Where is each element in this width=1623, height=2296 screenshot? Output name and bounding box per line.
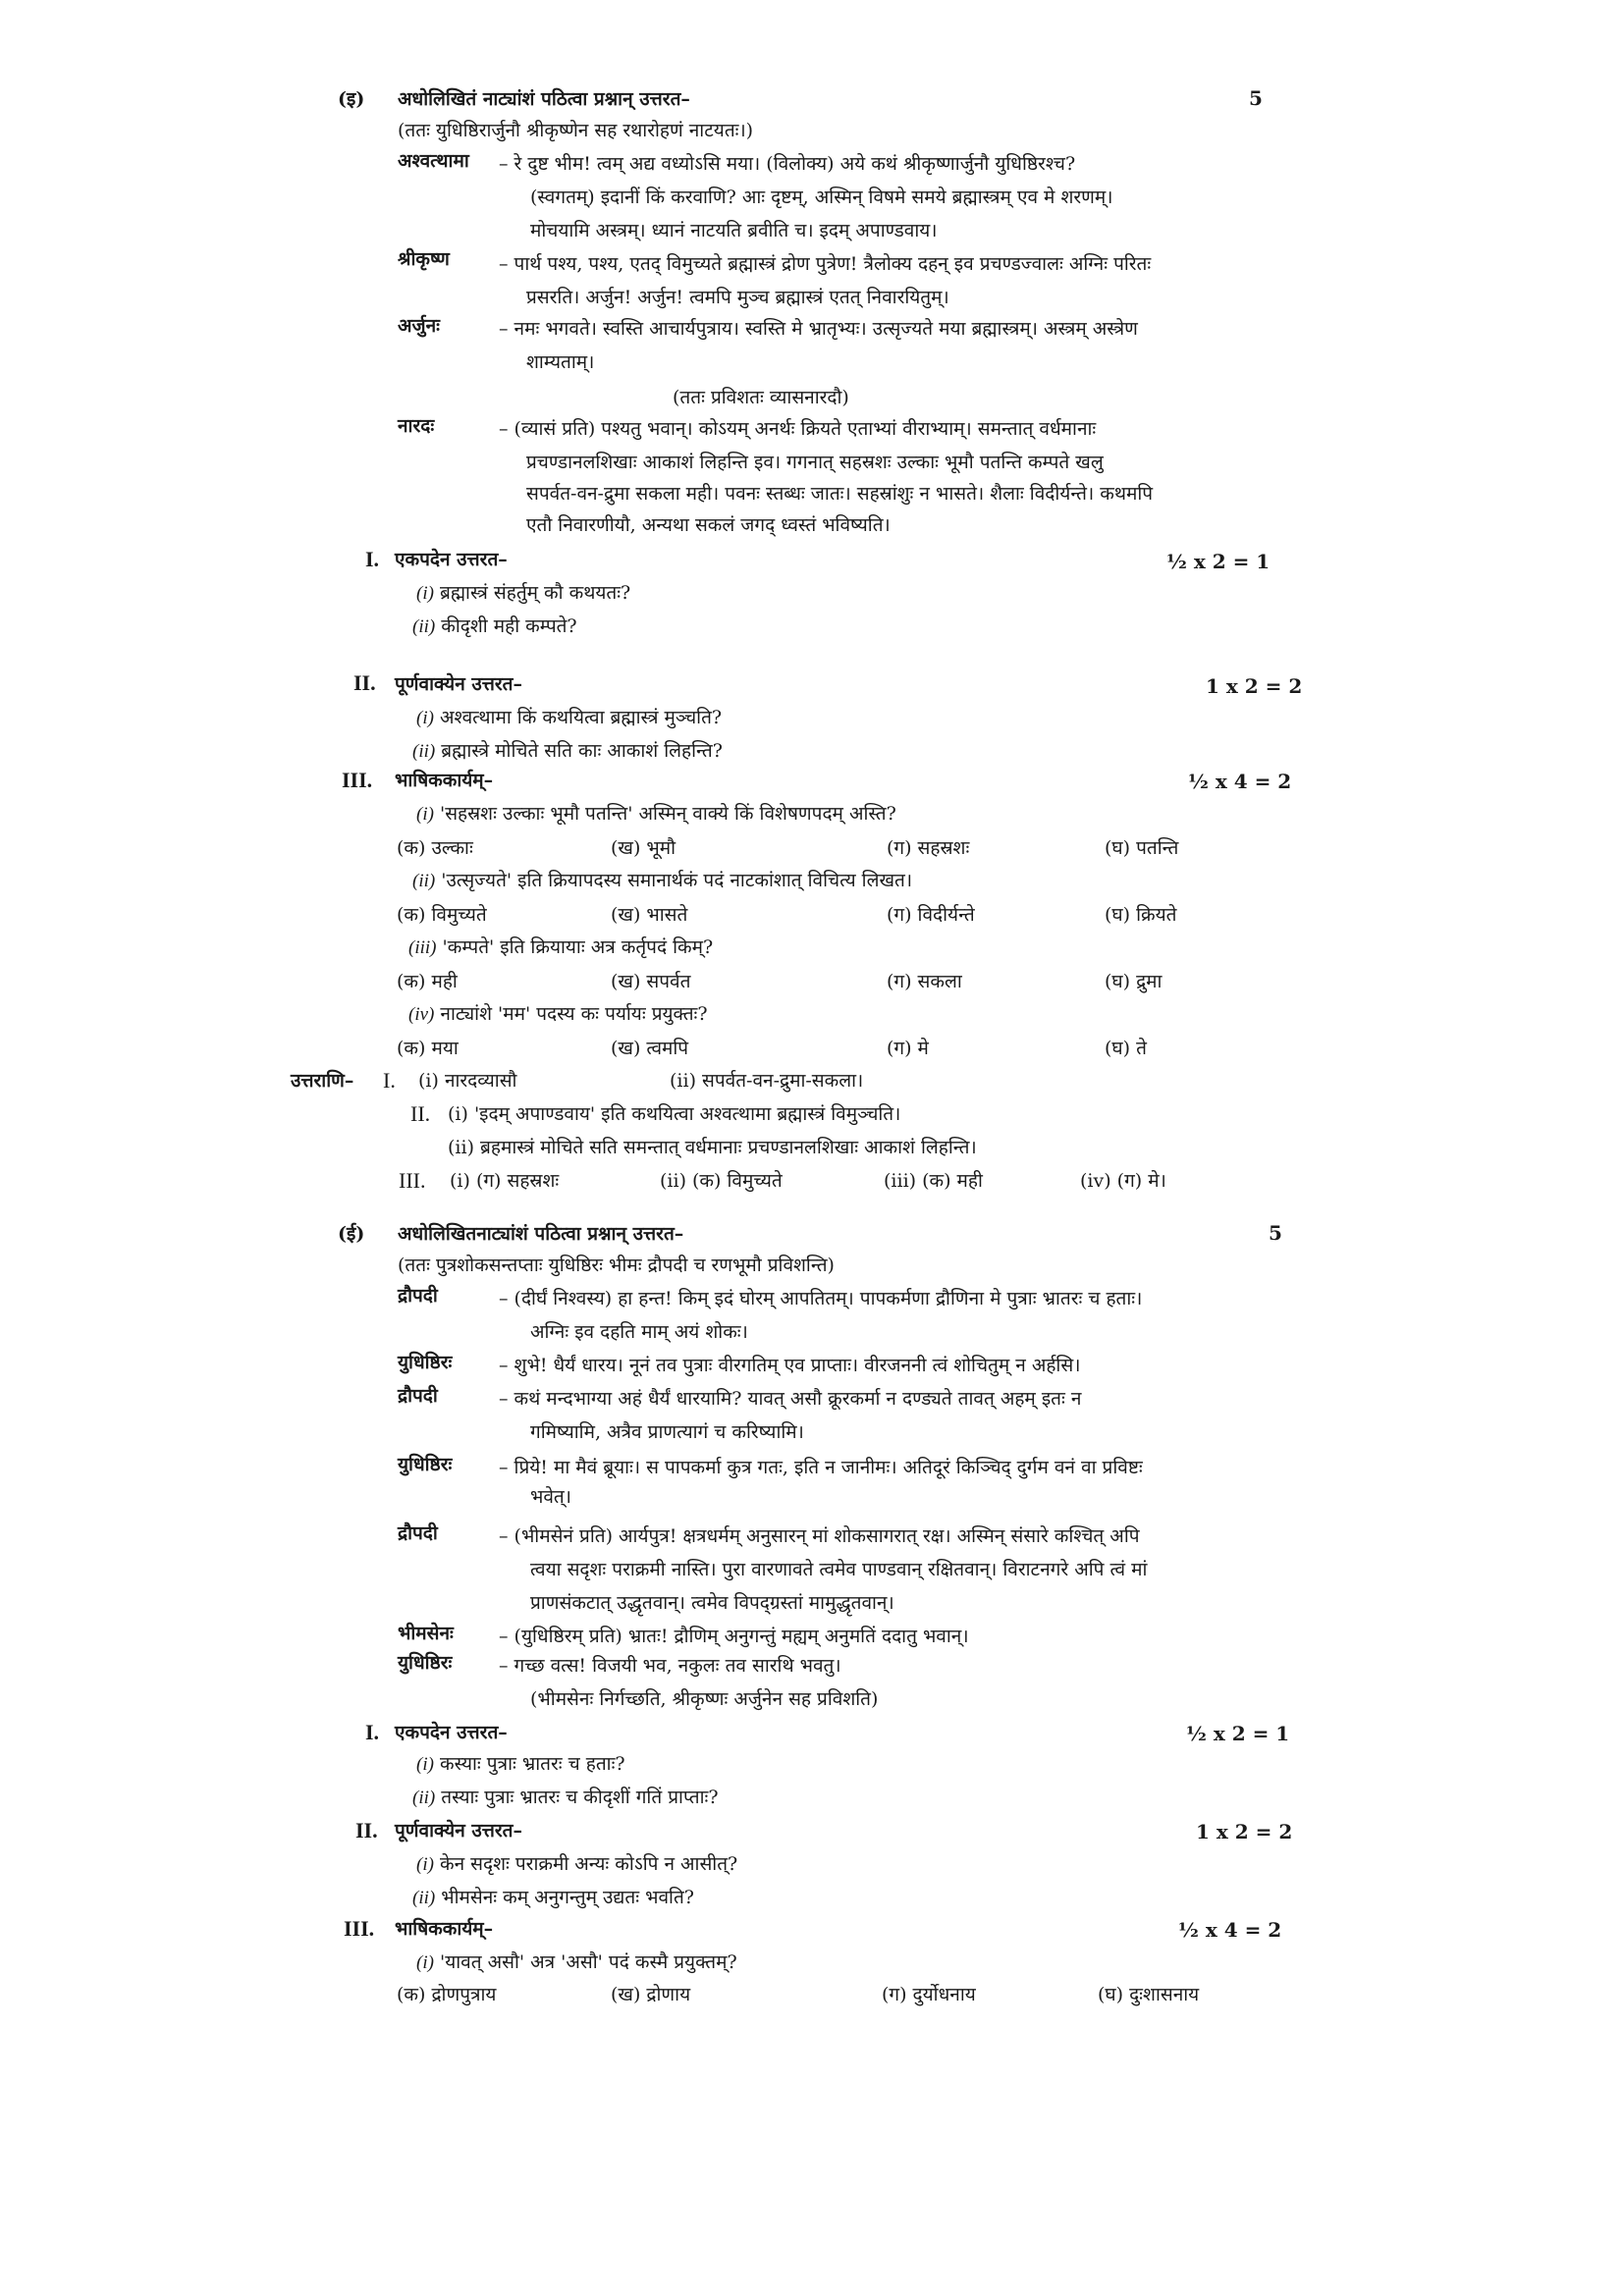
dialogue-line: – (युधिष्ठिरम् प्रति) भ्रातः! द्रौणिम् अनुगन्तुं मह्यम् अनुमतिं ददातु भवान्। — [499, 1626, 969, 1647]
sub-question-text: 'कम्पते' इति क्रियायाः अत्र कर्तृपदं किम्? — [442, 936, 714, 958]
dialogue-line: मोचयामि अस्त्रम्। ध्यानं नाटयति ब्रवीति च। इदम् अपाण्डवाय। — [530, 220, 938, 241]
dialogue-line: – (दीर्घं निश्वस्य) हा हन्त! किम् इदं घोरम् आपतितम्। पापकर्मणा द्रौणिना मे पुत्राः भ्रातरः च हताः। — [499, 1288, 1143, 1309]
question-title: भाषिककार्यम्– — [395, 1918, 494, 1940]
speaker-name: अर्जुनः — [398, 315, 440, 337]
dialogue-line: प्रसरति। अर्जुन! अर्जुन! त्वमपि मुञ्च ब्रह्मास्त्रं एतत् निवारयितुम्। — [526, 287, 949, 308]
answer-number: III. — [399, 1168, 426, 1193]
speaker-name: युधिष्ठिरः — [398, 1652, 453, 1674]
sub-question-number: (iii) — [408, 937, 437, 958]
answer-text: (ii) ब्रहमास्त्रं मोचिते सति समन्तात् वर्धमानाः प्रचण्डानलशिखाः आकाशं लिहन्ति। — [448, 1137, 977, 1158]
dialogue-line: शाम्यताम्। — [526, 351, 595, 373]
sub-question-number: (ii) — [412, 741, 436, 762]
question-marks: ½ x 2 = 1 — [1166, 550, 1271, 573]
option-ga: (ग) मे — [887, 1038, 929, 1059]
question-number: I. — [365, 547, 380, 571]
section-ee-heading: अधोलिखितनाट्यांशं पठित्वा प्रश्नान् उत्तरत– — [398, 1223, 684, 1245]
sub-question-text: 'सहस्रशः उल्काः भूमौ पतन्ति' अस्मिन् वाक्ये किं विशेषणपदम् अस्ति? — [439, 803, 896, 825]
question-title: पूर्णवाक्येन उत्तरत– — [395, 673, 523, 695]
question-number: II. — [353, 670, 376, 695]
sub-question — [412, 1781, 719, 1815]
answer-text: (i) नारदव्यासौ — [418, 1070, 517, 1092]
option-kha: (ख) भासते — [611, 904, 688, 926]
question-number: III. — [344, 1916, 375, 1941]
sub-question-number: (iv) — [408, 1004, 435, 1025]
sub-question-text: ब्रह्मास्त्रे मोचिते सति काः आकाशं लिहन्ति? — [441, 740, 723, 762]
dialogue-line: – गच्छ वत्स! विजयी भव, नकुलः तव सारथि भवतु। — [499, 1655, 841, 1677]
option-gha: (घ) क्रियते — [1105, 904, 1177, 926]
sub-question — [416, 576, 630, 611]
sub-question — [412, 864, 912, 898]
sub-question-number: (i) — [416, 708, 434, 728]
answer-text: (iii) (क) मही — [884, 1170, 983, 1192]
speaker-name: श्रीकृष्ण — [398, 248, 450, 270]
sub-question-text: केन सदृशः पराक्रमी अन्यः कोऽपि न आसीत्? — [439, 1853, 738, 1875]
section-e-heading: अधोलिखितं नाट्यांशं पठित्वा प्रश्नान् उत्तरत– — [398, 88, 690, 110]
dialogue-line: सपर्वत-वन-द्रुमा सकला मही। पवनः स्तब्धः जातः। सहस्रांशुः न भासते। शैलाः विदीर्यन्ते। कथमपि — [526, 483, 1154, 505]
stage-direction: (ततः पुत्रशोकसन्तप्ताः युधिष्ठिरः भीमः द्रौपदी च रणभूमौ प्रविशन्ति) — [398, 1255, 835, 1276]
question-number: I. — [365, 1720, 380, 1744]
sub-question-text: कीदृशी मही कम्पते? — [441, 615, 577, 637]
option-ga: (ग) सहस्रशः — [887, 837, 970, 859]
answer-text: (ii) सपर्वत-वन-द्रुमा-सकला। — [670, 1070, 864, 1092]
sub-question-text: तस्याः पुत्राः भ्रातरः च कीदृशीं गतिं प्राप्ताः? — [441, 1787, 719, 1808]
question-marks: ½ x 2 = 1 — [1186, 1722, 1290, 1745]
sub-question-number: (i) — [416, 1754, 434, 1775]
sub-question-number: (i) — [416, 1952, 434, 1973]
question-title: भाषिककार्यम्– — [395, 770, 494, 791]
dialogue-line: गमिष्यामि, अत्रैव प्राणत्यागं च करिष्यामि। — [530, 1421, 804, 1443]
sub-question — [416, 701, 722, 735]
answer-number: II. — [410, 1101, 431, 1126]
answer-number: I. — [383, 1068, 396, 1093]
dialogue-line: प्राणसंकटात् उद्धृतवान्। त्वमेव विपद्ग्रस्तां मामुद्धृतवान्। — [530, 1592, 894, 1614]
sub-question-number: (i) — [416, 804, 434, 825]
sub-question-number: (ii) — [412, 1888, 436, 1908]
section-e-marks: 5 — [1249, 86, 1263, 110]
sub-question-number: (ii) — [412, 616, 436, 637]
speaker-name: युधिष्ठिरः — [398, 1352, 453, 1373]
stage-direction: (ततः युधिष्ठिरार्जुनौ श्रीकृष्णेन सह रथारोहणं नाटयतः।) — [398, 120, 754, 141]
sub-question-number: (ii) — [412, 1788, 436, 1808]
speaker-name: अश्वत्थामा — [398, 150, 469, 172]
stage-direction: (ततः प्रविशतः व्यासनारदौ) — [673, 387, 849, 408]
option-gha: (घ) दुःशासनाय — [1098, 1984, 1200, 2005]
dialogue-line: एतौ निवारणीयौ, अन्यथा सकलं जगद् ध्वस्तं भविष्यति। — [526, 514, 891, 536]
option-ka: (क) द्रोणपुत्राय — [397, 1984, 497, 2005]
dialogue-line: भवेत्। — [530, 1486, 571, 1508]
dialogue-line: – (भीमसेनं प्रति) आर्यपुत्र! क्षत्रधर्मम् अनुसारन् मां शोकसागरात् रक्ष। अस्मिन् संसारे कश्चित् अपि — [499, 1525, 1140, 1547]
option-gha: (घ) ते — [1105, 1038, 1147, 1059]
speaker-name: द्रौपदी — [398, 1522, 438, 1544]
dialogue-line: – (व्यासं प्रति) पश्यतु भवान्। कोऽयम् अनर्थः क्रियते एताभ्यां वीराभ्याम्। समन्तात् वर्धमानाः — [499, 418, 1097, 440]
stage-direction: (भीमसेनः निर्गच्छति, श्रीकृष्णः अर्जुनेन सह प्रविशति) — [530, 1688, 879, 1710]
sub-question — [408, 997, 708, 1032]
sub-question-text: अश्वत्थामा किं कथयित्वा ब्रह्मास्त्रं मुञ्चति? — [439, 707, 723, 728]
sub-question — [416, 1747, 625, 1782]
answer-text: (i) 'इदम् अपाण्डवाय' इति कथयित्वा अश्वत्थामा ब्रह्मास्त्रं विमुञ्चति। — [448, 1103, 901, 1125]
speaker-name: द्रौपदी — [398, 1285, 438, 1307]
option-kha: (ख) भूमौ — [611, 837, 676, 859]
option-ka: (क) विमुच्यते — [397, 904, 487, 926]
section-ee-marks: 5 — [1269, 1221, 1282, 1245]
option-gha: (घ) द्रुमा — [1105, 971, 1163, 992]
sub-question — [416, 1946, 737, 1980]
option-gha: (घ) पतन्ति — [1105, 837, 1179, 859]
dialogue-line: – रे दुष्ट भीम! त्वम् अद्य वध्योऽसि मया। (विलोक्य) अये कथं श्रीकृष्णार्जुनौ युधिष्ठिरश्च? — [499, 153, 1076, 175]
sub-question-text: भीमसेनः कम् अनुगन्तुम् उद्यतः भवति? — [441, 1887, 694, 1908]
section-ee-label: (ई) — [338, 1223, 365, 1245]
question-marks: 1 x 2 = 2 — [1206, 674, 1303, 698]
dialogue-line: – शुभे! धैर्यं धारय। नूनं तव पुत्राः वीरगतिम् एव प्राप्ताः। वीरजननी त्वं शोचितुम् न अर्हसि। — [499, 1355, 1081, 1376]
dialogue-line: – पार्थ पश्य, पश्य, एतद् विमुच्यते ब्रह्मास्त्रं द्रोण पुत्रेण! त्रैलोक्य दहन् इव प्रचण्डज्वालः अग्निः परितः — [499, 253, 1152, 275]
sub-question — [412, 1881, 694, 1915]
dialogue-line: – नमः भगवते। स्वस्ति आचार्यपुत्राय। स्वस्ति मे भ्रातृभ्यः। उत्सृज्यते मया ब्रह्मास्त्रम्। अस्त्रम् अस्त्रेण — [499, 318, 1138, 340]
answer-text: (i) (ग) सहस्रशः — [450, 1170, 560, 1192]
speaker-name: युधिष्ठिरः — [398, 1454, 453, 1475]
option-kha: (ख) त्वमपि — [611, 1038, 689, 1059]
dialogue-line: – कथं मन्दभाग्या अहं धैर्यं धारयामि? यावत् असौ क्रूरकर्मा न दण्ड्यते तावत् अहम् इतः न — [499, 1388, 1082, 1410]
question-marks: 1 x 2 = 2 — [1196, 1820, 1293, 1843]
option-ga: (ग) विदीर्यन्ते — [887, 904, 975, 926]
option-kha: (ख) सपर्वत — [611, 971, 691, 992]
sub-question-text: 'उत्सृज्यते' इति क्रियापदस्य समानार्थकं पदं नाटकांशात् विचित्य लिखत। — [441, 870, 913, 891]
speaker-name: भीमसेनः — [398, 1623, 454, 1644]
question-marks: ½ x 4 = 2 — [1188, 770, 1292, 793]
sub-question-text: कस्याः पुत्राः भ्रातरः च हताः? — [439, 1753, 625, 1775]
question-number: II. — [355, 1818, 378, 1842]
speaker-name: नारदः — [398, 415, 435, 437]
dialogue-line: त्वया सदृशः पराक्रमी नास्ति। पुरा वारणावते त्वमेव पाण्डवान् रक्षितवान्। विराटनगरे अपि त्वं मां — [530, 1559, 1148, 1580]
option-ka: (क) मही — [397, 971, 458, 992]
answer-text: (ii) (क) विमुच्यते — [660, 1170, 783, 1192]
sub-question — [416, 797, 896, 831]
sub-question-text: नाट्यांशे 'मम' पदस्य कः पर्यायः प्रयुक्तः? — [440, 1003, 708, 1025]
question-number: III. — [342, 768, 373, 792]
question-marks: ½ x 4 = 2 — [1178, 1918, 1282, 1942]
dialogue-line: – प्रिये! मा मैवं ब्रूयाः। स पापकर्मा कुत्र गतः, इति न जानीमः। अतिदूरं किञ्चिद् दुर्गम वनं वा प्रविष्टः — [499, 1457, 1143, 1478]
speaker-name: द्रौपदी — [398, 1385, 438, 1407]
option-ka: (क) मया — [397, 1038, 459, 1059]
question-title: एकपदेन उत्तरत– — [395, 1722, 508, 1743]
sub-question — [412, 610, 577, 644]
sub-question-text: 'यावत् असौ' अत्र 'असौ' पदं कस्मै प्रयुक्तम्? — [439, 1951, 737, 1973]
sub-question — [416, 1847, 737, 1882]
question-title: पूर्णवाक्येन उत्तरत– — [395, 1820, 523, 1842]
option-kha: (ख) द्रोणाय — [611, 1984, 691, 2005]
sub-question-text: ब्रह्मास्त्रं संहर्तुम् कौ कथयतः? — [439, 582, 631, 604]
option-ga: (ग) दुर्योधनाय — [882, 1984, 976, 2005]
dialogue-line: प्रचण्डानलशिखाः आकाशं लिहन्ति इव। गगनात् सहस्रशः उल्काः भूमौ पतन्ति कम्पते खलु — [526, 452, 1104, 473]
sub-question-number: (i) — [416, 1854, 434, 1875]
option-ga: (ग) सकला — [887, 971, 962, 992]
option-ka: (क) उल्काः — [397, 837, 473, 859]
sub-question-number: (i) — [416, 583, 434, 604]
section-e-label: (इ) — [338, 88, 365, 110]
sub-question — [408, 931, 713, 965]
dialogue-line: (स्वगतम्) इदानीं किं करवाणि? आः दृष्टम्, अस्मिन् विषमे समये ब्रह्मास्त्रम् एव मे शरणम्। — [530, 187, 1113, 208]
dialogue-line: अग्निः इव दहति माम् अयं शोकः। — [530, 1321, 748, 1343]
question-title: एकपदेन उत्तरत– — [395, 549, 508, 570]
answer-text: (iv) (ग) मे। — [1080, 1170, 1166, 1192]
answers-label: उत्तराणि– — [291, 1070, 354, 1092]
sub-question-number: (ii) — [412, 871, 436, 891]
